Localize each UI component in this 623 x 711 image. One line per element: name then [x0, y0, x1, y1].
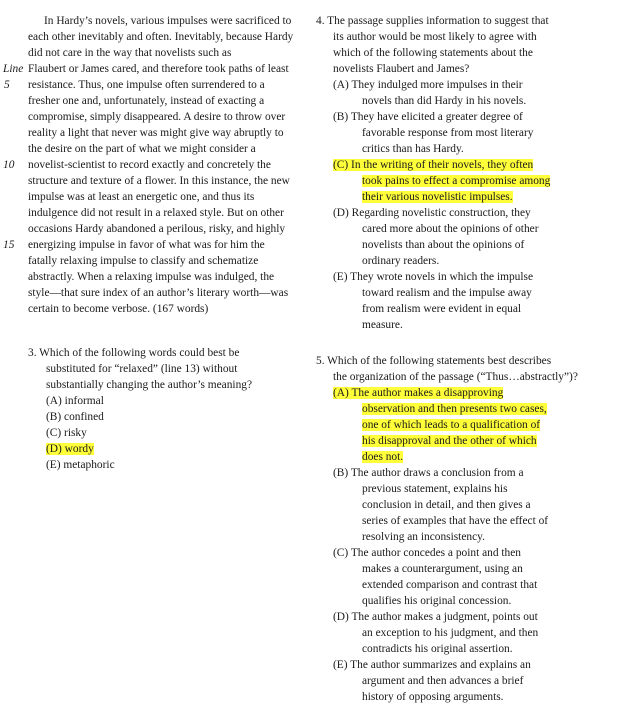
answer-option-line — [316, 657, 616, 673]
answer-option-text: qualifies his original concession. — [362, 595, 512, 607]
answer-option — [316, 157, 616, 205]
line-number: 15 — [3, 239, 15, 251]
answer-option-text: took pains to effect a compromise among — [362, 175, 551, 187]
answer-option-line — [316, 401, 616, 417]
answer-option-text: extended comparison and contrast that — [362, 579, 538, 591]
answer-option-line — [316, 301, 616, 317]
answer-option-line — [316, 561, 616, 577]
answer-option-line — [316, 625, 616, 641]
question-3 — [0, 345, 300, 473]
answer-option-text: does not. — [362, 451, 404, 463]
answer-option-line — [316, 545, 616, 561]
question-stem-line: substituted for “relaxed” (line 13) without — [46, 363, 238, 375]
passage-line — [0, 157, 300, 173]
passage-line-text: abstractly. When a relaxing impulse was indulged, the — [28, 271, 275, 283]
answer-option-line — [316, 141, 616, 157]
answer-option-text: from realism were evident in equal — [362, 303, 522, 315]
answer-option — [316, 205, 616, 269]
passage-line-text: resistance. Thus, one impulse often surrendered to a — [28, 79, 265, 91]
answer-option-text: resolving an inconsistency. — [362, 531, 485, 543]
question-4 — [316, 13, 616, 333]
passage-line — [0, 189, 300, 205]
answer-option-text: an exception to his judgment, and then — [362, 627, 539, 639]
passage-line-text: energizing impulse in favor of what was for him the — [28, 239, 265, 251]
answer-option-line — [316, 529, 616, 545]
passage-line — [0, 221, 300, 237]
passage-line — [0, 125, 300, 141]
passage-line-text: impulse was at least an energetic one, and thus its — [28, 191, 255, 203]
answer-option-line — [316, 481, 616, 497]
answer-option-line — [316, 641, 616, 657]
answer-option — [0, 393, 300, 409]
answer-option-text: critics than has Hardy. — [362, 143, 464, 155]
passage-line — [0, 269, 300, 285]
passage-line — [0, 141, 300, 157]
answer-option-text: ordinary readers. — [362, 255, 440, 267]
line-number: Line — [3, 63, 24, 75]
answer-option-line — [316, 221, 616, 237]
answer-option-text: (A) The author makes a disapproving — [333, 387, 504, 399]
answer-option-line — [316, 189, 616, 205]
answer-option — [316, 77, 616, 109]
passage-line — [0, 61, 300, 77]
passage-line — [0, 109, 300, 125]
answer-option-text: history of opposing arguments. — [362, 691, 504, 703]
answer-option-line — [316, 285, 616, 301]
question-stem-line: 5. Which of the following statements best describes — [316, 355, 552, 367]
answer-option-text: series of examples that have the effect of — [362, 515, 549, 527]
answer-option-line — [316, 689, 616, 705]
passage-line-text: each other inevitably and often. Inevitably, because Hardy — [28, 31, 294, 43]
passage-line — [0, 285, 300, 301]
question-5 — [316, 353, 616, 705]
question-stem-line: the organization of the passage (“Thus…abstractly”)? — [333, 371, 578, 383]
answer-option-text: (E) They wrote novels in which the impulse — [333, 271, 534, 283]
answer-option-line — [316, 125, 616, 141]
passage-line — [0, 237, 300, 253]
answer-option-text: novelists than about the opinions of — [362, 239, 525, 251]
answer-option-text: (E) metaphoric — [46, 459, 115, 471]
answer-option-text: observation and then presents two cases, — [362, 403, 547, 415]
right-column — [316, 13, 616, 705]
answer-option-line — [316, 77, 616, 93]
answer-option-line — [316, 465, 616, 481]
passage-line — [0, 205, 300, 221]
passage-line — [0, 29, 300, 45]
question-stem-line: which of the following statements about the — [333, 47, 533, 59]
question-stem-line: substantially changing the author’s meaning? — [46, 379, 253, 391]
answer-option-text: previous statement, explains his — [362, 483, 508, 495]
answer-option-line — [316, 109, 616, 125]
question-stem-line: 3. Which of the following words could best be — [28, 347, 240, 359]
answer-option-text: their various novelistic impulses. — [362, 191, 513, 203]
answer-option-line — [316, 577, 616, 593]
line-number: 10 — [3, 159, 15, 171]
answer-option-text: (C) The author concedes a point and then — [333, 547, 521, 559]
passage-line-text: reality a light that never was might give way abruptly to — [28, 127, 284, 139]
answer-option-text: (A) They indulged more impulses in their — [333, 79, 523, 91]
question-stem-line: 4. The passage supplies information to suggest that — [316, 15, 549, 27]
passage-line-text: structure and texture of a flower. In this instance, the new — [28, 175, 290, 187]
passage-line — [0, 45, 300, 61]
passage-line — [0, 93, 300, 109]
reading-passage — [0, 13, 300, 317]
passage-line-text: the desire on the part of what we might consider a — [28, 143, 256, 155]
answer-option-line — [316, 253, 616, 269]
answer-option-line — [316, 513, 616, 529]
answer-option-text: (D) The author makes a judgment, points out — [333, 611, 538, 623]
answer-option-text: (E) The author summarizes and explains an — [333, 659, 531, 671]
answer-option-line — [316, 93, 616, 109]
passage-line-text: fatally relaxing impulse to classify and schematize — [28, 255, 259, 267]
answer-option-text: measure. — [362, 319, 403, 331]
answer-option-line — [316, 433, 616, 449]
answer-option — [0, 457, 300, 473]
passage-line-text: occasions Hardy abandoned a perilous, risky, and highly — [28, 223, 286, 235]
passage-line-text: did not care in the way that novelists such as — [28, 47, 232, 59]
answer-option-text: (D) Regarding novelistic construction, they — [333, 207, 531, 219]
question-stem-line: novelists Flaubert and James? — [333, 63, 470, 75]
passage-line-text: style—that sure index of an author’s literary worth—was — [28, 287, 289, 299]
answer-option-text: his disapproval and the other of which — [362, 435, 537, 447]
answer-option-line — [316, 609, 616, 625]
answer-option-text: favorable response from most literary — [362, 127, 534, 139]
answer-option-line — [316, 497, 616, 513]
answer-option-text: conclusion in detail, and then gives a — [362, 499, 531, 511]
answer-option-text: (C) In the writing of their novels, they often — [333, 159, 534, 171]
answer-option-text: toward realism and the impulse away — [362, 287, 532, 299]
answer-option-line — [316, 593, 616, 609]
answer-option-line — [316, 317, 616, 333]
answer-option — [316, 657, 616, 705]
passage-line-text: indulgence did not result in a relaxed style. But on other — [28, 207, 284, 219]
answer-option-line — [316, 237, 616, 253]
answer-option — [316, 385, 616, 465]
answer-option-line — [316, 673, 616, 689]
answer-option-text: (B) The author draws a conclusion from a — [333, 467, 524, 479]
passage-line-text: Flaubert or James cared, and therefore took paths of least — [28, 63, 289, 75]
passage-line-text: fresher one and, unfortunately, instead of exacting a — [28, 95, 265, 107]
answer-option-text: argument and then advances a brief — [362, 675, 524, 687]
answer-option-line — [316, 449, 616, 465]
answer-option-line — [316, 173, 616, 189]
passage-line — [0, 301, 300, 317]
answer-option — [0, 409, 300, 425]
passage-line — [0, 253, 300, 269]
line-number: 5 — [4, 79, 10, 91]
answer-option — [316, 609, 616, 657]
left-column — [0, 13, 300, 473]
answer-option-text: one of which leads to a qualification of — [362, 419, 541, 431]
answer-option-text: (C) risky — [46, 427, 87, 439]
answer-option — [316, 269, 616, 333]
answer-option-text: cared more about the opinions of other — [362, 223, 539, 235]
passage-line — [0, 13, 300, 29]
answer-option-text: contradicts his original assertion. — [362, 643, 513, 655]
answer-option-text: (B) confined — [46, 411, 104, 423]
passage-line — [0, 173, 300, 189]
answer-option-text: novels than did Hardy in his novels. — [362, 95, 527, 107]
answer-option-text: makes a counterargument, using an — [362, 563, 523, 575]
answer-option-text: (D) wordy — [46, 443, 94, 455]
answer-option — [316, 545, 616, 609]
answer-option — [316, 109, 616, 157]
answer-option — [316, 465, 616, 545]
passage-line-text: novelist-scientist to record exactly and concretely the — [28, 159, 271, 171]
answer-option — [0, 425, 300, 441]
passage-line-text: compromise, simply disappeared. A desire to throw over — [28, 111, 286, 123]
answer-option-line — [316, 385, 616, 401]
answer-option-line — [316, 205, 616, 221]
passage-line-text: certain to become verbose. (167 words) — [28, 303, 209, 315]
answer-option-text: (A) informal — [46, 395, 104, 407]
passage-line — [0, 77, 300, 93]
answer-option-text: (B) They have elicited a greater degree of — [333, 111, 523, 123]
answer-option-line — [316, 417, 616, 433]
answer-option-line — [316, 269, 616, 285]
answer-option — [0, 441, 300, 457]
passage-line-text: In Hardy’s novels, various impulses were sacrificed to — [44, 15, 292, 27]
question-stem-line: its author would be most likely to agree with — [333, 31, 537, 43]
answer-option-line — [316, 157, 616, 173]
